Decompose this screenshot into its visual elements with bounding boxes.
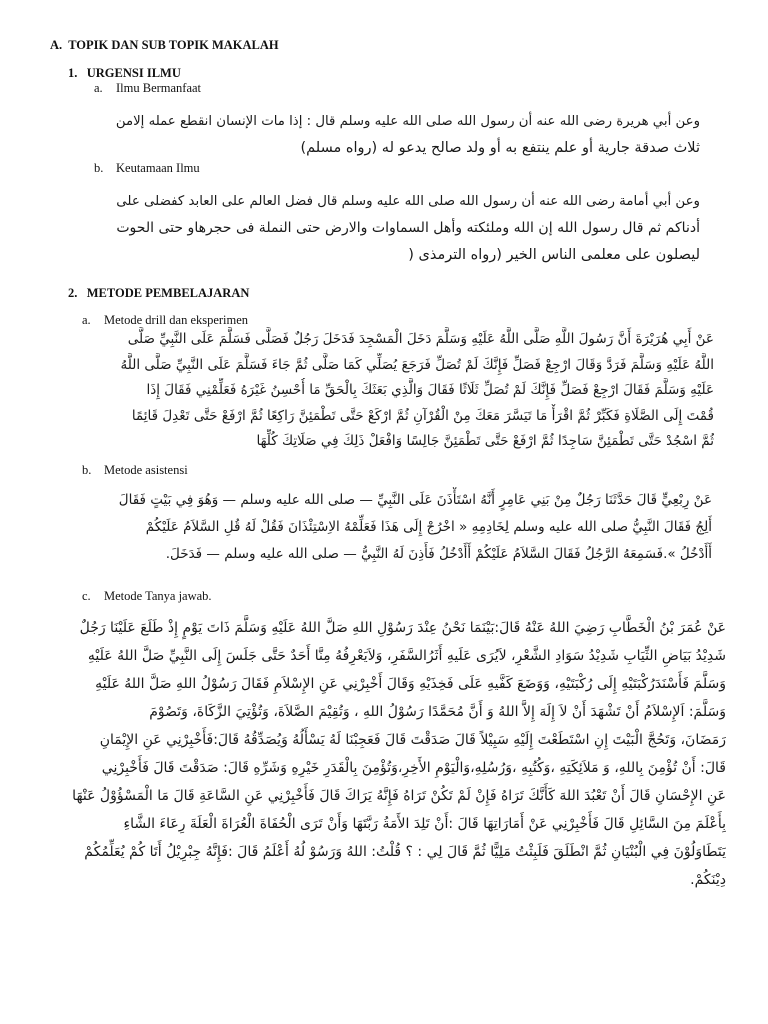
section-a-heading <box>50 38 279 53</box>
arabic-line: عَنْ عُمَرَ بْنُ الْخَطَّابِ رَضِيَ اللهُ عَنْهُ قَالَ:بَيْنَمَا نَحْنُ عِنْدَ رَسُوْلِ اللهِ صَلَّ اللهُ عَلَيْهِ وَسَلَّمَ ذَاتَ يَوْمٍ إِذْ طَلَعَ عَلَيْنَا رَجُلٌ <box>79 620 726 636</box>
arabic-line: وعن أبي أمامة رضى الله عنه أن رسول الله صلى الله عليه وسلم قال فضل العالم على العابد كفضلى على <box>116 194 700 209</box>
section-2c-heading <box>82 589 212 604</box>
section-2-heading <box>68 286 249 301</box>
hadith-keutamaan-ilmu <box>104 188 700 269</box>
arabic-line: وَسَلَّمَ: اَلإِسْلاَمُ أَنْ تَشْهَدَ أَنْ لاَ إِلَهَ إِلاَّ اللهُ وَ أَنَّ مُحَمَّدًا رَسُوْلُ اللهِ ، وَتُقِيْمَ الصَّلاَةَ، وَتُؤْتِيَ الزَّكَاةَ، وَتَصُوْمَ <box>149 704 726 720</box>
hadith-tanya-jawab <box>60 614 726 894</box>
section-2b-title: Metode asistensi <box>104 463 188 477</box>
section-1a-heading <box>94 81 201 96</box>
section-1b-title: Keutamaan Ilmu <box>116 161 200 175</box>
arabic-line: دِيْنَكُمْ. <box>690 872 726 888</box>
hadith-asistensi <box>104 487 712 568</box>
arabic-line: عَلَيْهِ وَسَلَّمَ فَقَالَ ارْجِعْ فَصَلِّ فَإِنَّكَ لَمْ تُصَلِّ ثَلَاثًا فَقَالَ وَالَّذِي بَعَثَكَ بِالْحَقِّ مَا أُحْسِنُ غَيْرَهُ فَعَلِّمْنِي فَقَالَ إِذَا <box>146 382 714 398</box>
arabic-line: ليصلون على معلمى الناس الخير (رواه الترمذى ( <box>408 247 700 263</box>
section-1-label: 1. <box>68 66 78 80</box>
section-2a-title: Metode drill dan eksperimen <box>104 313 249 327</box>
arabic-line: رَمَضَانَ، وَتَحُجَّ الْبَيْتَ إِنِ اسْتَطَعْتَ إِلَيْهِ سَبِيْلاً قَالَ صَدَقْتَ قَالَ فَعَجِبْنَا لَهُ يَسْأَلُهُ وَيُصَدِّقُهُ قَالَ:فَأَخْبِرْنِي عَنِ الإِيْمَانِ <box>99 732 726 748</box>
section-2c-label: c. <box>82 589 91 603</box>
section-2c-title: Metode Tanya jawab. <box>104 589 212 603</box>
section-1-title: URGENSI ILMU <box>86 66 181 80</box>
arabic-line: أدناكم ثم قال رسول الله إن الله وملئكته وأهل السماوات والارض حتى النملة فى حجرهاو حتى الحوت <box>116 220 700 236</box>
section-1b-label: b. <box>94 161 104 175</box>
section-2a-heading <box>82 313 248 328</box>
arabic-line: ثلاث صدقة جارية أو علم ينتفع به أو ولد صالح يدعو له (رواه مسلم) <box>300 140 700 156</box>
arabic-line: عَنْ أَبِي هُرَيْرَةَ أَنَّ رَسُولَ اللَّهِ صَلَّى اللَّهُ عَلَيْهِ وَسَلَّمَ دَخَلَ الْمَسْجِدَ فَدَخَلَ رَجُلٌ فَصَلَّى فَسَلَّمَ عَلَى النَّبِيِّ صَلَّى <box>127 331 714 347</box>
arabic-line: ثُمَّ اسْجُدْ حَتَّى تَطْمَئِنَّ سَاجِدًا ثُمَّ ارْفَعْ حَتَّى تَطْمَئِنَّ جَالِسًا وَافْعَلْ ذَلِكَ فِي صَلَاتِكَ كُلِّهَا <box>256 433 714 449</box>
section-1b-heading <box>94 161 200 176</box>
section-a-title: TOPIK DAN SUB TOPIK MAKALAH <box>68 38 279 52</box>
section-2a-label: a. <box>82 313 91 327</box>
arabic-line: اللَّهُ عَلَيْهِ وَسَلَّمَ فَرَدَّ وَقَالَ ارْجِعْ فَصَلِّ فَإِنَّكَ لَمْ تُصَلِّ فَرَجَعَ يُصَلِّي كَمَا صَلَّى ثُمَّ جَاءَ فَسَلَّمَ عَلَى النَّبِيِّ صَلَّى اللَّهُ <box>120 356 714 373</box>
arabic-line: أَلِجُ فَقَالَ النَّبِيُّ صلى الله عليه وسلم لِخَادِمِهِ « اخْرُجْ إِلَى هَذَا فَعَلِّمْهُ الاِسْتِئْذَانَ فَقُلْ لَهُ قُلِ السَّلاَمُ عَلَيْكُمْ <box>145 519 712 535</box>
section-1-heading <box>68 66 181 81</box>
arabic-line: أَأَدْخُلُ ».فَسَمِعَهُ الرَّجُلُ فَقَالَ السَّلاَمُ عَلَيْكُمْ أَأَدْخُلُ فَأَذِنَ لَهُ النَّبِيُّ — صلى الله عليه وسلم — فَدَخَلَ. <box>165 546 712 562</box>
section-1a-title: Ilmu Bermanfaat <box>116 81 202 95</box>
arabic-line: عَنِ الإِحْسَانِ قَالَ أَنْ تَعْبُدَ اللهَ كَأَنَّكَ تَرَاهُ فَإِنْ لَمْ تَكُنْ تَرَاهُ فَإِنَّهُ يَرَاكَ قَالَ فَأَخْبِرْنِي عَنِ السَّاعَةِ قَالَ مَا الْمَسْؤُوْلُ عَنْهَا <box>72 788 726 804</box>
section-2b-heading <box>82 463 188 478</box>
section-2-label: 2. <box>68 286 78 300</box>
hadith-drill-eksperimen <box>104 327 714 455</box>
arabic-line: قَالَ: أَنْ تُؤْمِنَ بِاللهِ، وَ مَلاَئِكَتِهِ ،وَكُتُبِهِ ،وَرُسُلِهِ،وَالْيَوْمِ الأَخِرِ،وَتُؤْمِنَ بِالْقَدَرِ خَيْرِهِ وَشَرِّهِ قَالَ: صَدَقْتَ قَالَ فَأَخْبِرْنِي <box>101 760 726 776</box>
section-2-title: METODE PEMBELAJARAN <box>86 286 250 300</box>
arabic-line: وعن أبي هريرة رضى الله عنه أن رسول الله صلى الله عليه وسلم قال : إذا مات الإنسان انقطع عمله إلامن <box>115 114 700 129</box>
arabic-line: عَنْ رِبْعِيٍّ قَالَ حَدَّثَنَا رَجُلٌ مِنْ بَنِي عَامِرٍ أَنَّهُ اسْتَأْذَنَ عَلَى النَّبِيِّ — صلى الله عليه وسلم — وَهُوَ فِي بَيْتٍ فَقَالَ <box>118 492 712 508</box>
arabic-line: يَتَطَاوَلُوْنَ فِي الْبُنْيَانِ ثُمَّ انْطَلَقَ فَلَبِثْتُ مَلِيًّا ثُمَّ قَالَ لِي : ؟ قُلْتُ: اللهُ وَرَسُوْ لُهُ أَعْلَمُ قَالَ :فَإِنَّهُ جِبْرِيْلُ أَتَا كُمْ يُعَلِّمُكُمْ <box>84 844 726 860</box>
arabic-line: شَدِيْدُ بَيَاضِ الثِّيَابِ شَدِيْدُ سَوَادِ الشَّعْرِ، لاَيُرَى عَلَيهِ أَثَرُالسَّفَرِ، وَلاَيَعْرِفُهُ مِنَّا أَحَدٌ حَتَّى جَلَسَ إِلَى النَّبِيِّ صَلَّ اللهُ عَلَيْهِ <box>87 648 726 664</box>
arabic-line: قُمْتَ إِلَى الصَّلَاةِ فَكَبِّرْ ثُمَّ اقْرَأْ مَا تَيَسَّرَ مَعَكَ مِنْ الْقُرْآنِ ثُمَّ ارْكَعْ حَتَّى تَطْمَئِنَّ رَاكِعًا ثُمَّ ارْفَعْ حَتَّى تَعْدِلَ قَائِمًا <box>131 407 714 424</box>
arabic-line: بِأَعْلَمَ مِنَ السَّائِلِ قَالَ فَأَخْبِرْنِي عَنْ أَمَارَاتِهَا قَالَ :أَنْ تَلِدَ الأَمَةُ رَبَّتَهَا وَأَنْ تَرَى الْحُفَاةَ الْعُرَاةَ الْعَلَةَ رِعَاءَ الشَّاءِ <box>123 816 726 832</box>
section-1a-label: a. <box>94 81 103 95</box>
arabic-line: وَسَلَّمَ فَأَسْنَدَرُكْبَتَيْهِ إِلَى رُكْبَتَيْهِ، وَوَضَعَ كَفَّيهِ عَلَى فَخِذَيْهِ وَقَالَ أَخْبِرْنِي عَنِ الإِسْلاَمِ فَقَالَ رَسُوْلُ اللهِ صَلَّ اللهُ عَلَيْهِ <box>95 676 726 692</box>
section-2b-label: b. <box>82 463 92 477</box>
hadith-ilmu-bermanfaat <box>104 108 700 162</box>
section-a-label: A. <box>50 38 63 52</box>
